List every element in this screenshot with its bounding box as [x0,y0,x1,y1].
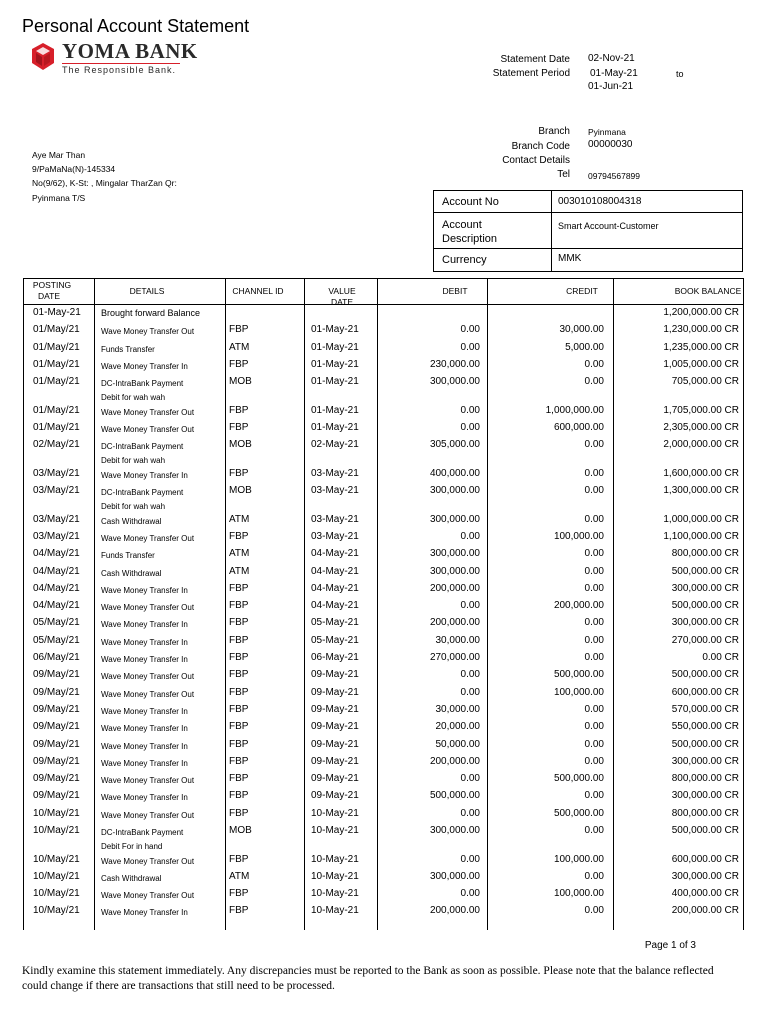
credit-amount: 0.00 [584,721,604,733]
account-no-label: Account No [442,196,499,208]
posting-date: 02/May/21 [33,439,80,451]
credit-amount: 100,000.00 [553,853,604,865]
credit-amount: 500,000.00 [553,807,604,819]
book-balance: 500,000.00 CR [671,565,739,577]
branch-code-label: Branch Code [511,141,570,152]
value-date: 10-May-21 [311,825,359,836]
column-divider [94,279,95,930]
page-number: Page 1 of 3 [644,940,696,951]
channel-id: FBP [229,669,249,681]
posting-date: 09/May/21 [33,721,80,733]
transaction-details: Wave Money Transfer Out [101,856,195,866]
value-date: 10-May-21 [311,888,359,900]
book-balance: 550,000.00 CR [671,721,739,733]
value-date: 03-May-21 [311,513,359,525]
value-date: 10-May-21 [311,870,359,882]
value-date: 01-May-21 [311,422,359,433]
header-credit: CREDIT [566,286,598,296]
value-date: 04-May-21 [311,582,359,594]
account-info-box [433,190,743,272]
header-debit: DEBIT [442,286,468,296]
transaction-details: DC-IntraBank Payment [101,442,184,452]
value-date: 09-May-21 [311,669,359,681]
debit-amount: 270,000.00 [429,652,480,663]
value-date: 05-May-21 [311,634,359,646]
posting-date: 06/May/21 [33,652,80,663]
transaction-details: DC-IntraBank Payment [101,379,184,389]
posting-date: 01/May/21 [33,376,80,388]
channel-id: FBP [229,721,249,733]
credit-amount: 0.00 [584,905,604,917]
value-date: 03-May-21 [311,530,359,542]
debit-amount: 200,000.00 [429,617,480,629]
book-balance: 800,000.00 CR [671,773,739,785]
channel-id: FBP [229,467,249,479]
posting-date: 10/May/21 [33,905,80,917]
book-balance: 570,000.00 CR [671,703,739,715]
credit-amount: 30,000.00 [559,324,604,336]
channel-id: FBP [229,790,249,802]
debit-amount: 0.00 [460,853,480,865]
tel-label: Tel [557,169,570,180]
credit-amount: 0.00 [584,825,604,836]
book-balance: 300,000.00 CR [671,617,739,629]
debit-amount: 30,000.00 [435,634,480,646]
book-balance: 200,000.00 CR [671,905,739,917]
debit-amount: 0.00 [460,404,480,416]
channel-id: FBP [229,773,249,785]
posting-date: 01/May/21 [33,324,80,336]
transaction-details: Wave Money Transfer In [101,908,188,918]
channel-id: FBP [229,905,249,917]
header-details: DETAILS [129,286,165,296]
debit-amount: 0.00 [460,341,480,353]
value-date: 01-May-21 [311,341,359,353]
debit-amount: 300,000.00 [429,565,480,577]
value-date: 09-May-21 [311,773,359,785]
value-date: 05-May-21 [311,617,359,629]
posting-date: 10/May/21 [33,888,80,900]
transaction-details: Wave Money Transfer In [101,793,188,803]
bank-name: YOMA BANK [62,39,198,63]
debit-amount: 305,000.00 [429,439,480,451]
contact-details-label: Contact Details [502,155,570,166]
header-value: VALUE [328,286,356,296]
posting-date: 01/May/21 [33,404,80,416]
book-balance: 705,000.00 CR [671,376,739,388]
debit-amount: 400,000.00 [429,467,480,479]
customer-name: Aye Mar Than [32,150,86,160]
account-desc-label-1: Account [442,219,482,231]
value-date: 10-May-21 [311,905,359,917]
channel-id: ATM [229,870,250,882]
transaction-details: Funds Transfer [101,551,155,561]
book-balance: 1,230,000.00 CR [663,324,739,336]
channel-id: ATM [229,548,250,560]
logo-underline [62,63,180,64]
book-balance: 1,200,000.00 CR [663,307,739,318]
transaction-details: Brought forward Balance [101,308,201,318]
credit-amount: 200,000.00 [553,600,604,612]
account-no: 003010108004318 [558,196,642,207]
posting-date: 05/May/21 [33,634,80,646]
debit-amount: 300,000.00 [429,485,480,497]
table-header-divider [24,304,743,305]
book-balance: 500,000.00 CR [671,738,739,750]
debit-amount: 300,000.00 [429,548,480,560]
currency-row [434,249,742,272]
credit-amount: 0.00 [584,548,604,560]
debit-amount: 200,000.00 [429,905,480,917]
posting-date: 03/May/21 [33,513,80,525]
transaction-details: Cash Withdrawal [101,516,162,526]
column-divider [377,279,378,930]
book-balance: 400,000.00 CR [671,888,739,900]
period-end: 01-Jun-21 [588,81,634,92]
value-date: 01-May-21 [311,376,359,388]
posting-date: 04/May/21 [33,600,80,612]
statement-date: 02-Nov-21 [588,53,635,64]
posting-date: 03/May/21 [33,530,80,542]
book-balance: 300,000.00 CR [671,790,739,802]
posting-date: 04/May/21 [33,565,80,577]
book-balance: 300,000.00 CR [671,755,739,767]
bank-logo-icon [28,42,58,72]
account-desc-label-2: Description [442,233,498,245]
book-balance: 1,005,000.00 CR [663,358,739,370]
header-posting: POSTING [32,280,72,290]
posting-date: 10/May/21 [33,825,80,836]
credit-amount: 0.00 [584,634,604,646]
credit-amount: 1,000,000.00 [545,404,604,416]
debit-amount: 0.00 [460,422,480,433]
debit-amount: 200,000.00 [429,582,480,594]
transaction-details: Wave Money Transfer Out [101,689,195,699]
value-date: 09-May-21 [311,790,359,802]
value-date: 04-May-21 [311,548,359,560]
transaction-details: Wave Money Transfer Out [101,327,195,337]
channel-id: FBP [229,600,249,612]
customer-address-line2: Pyinmana T/S [32,193,86,203]
credit-amount: 0.00 [584,376,604,388]
posting-date: 01-May-21 [33,307,81,318]
credit-amount: 0.00 [584,358,604,370]
channel-id: MOB [229,825,252,836]
book-balance: 2,305,000.00 CR [663,422,739,433]
debit-amount: 200,000.00 [429,755,480,767]
credit-amount: 0.00 [584,485,604,497]
posting-date: 09/May/21 [33,703,80,715]
transaction-details-line2: Debit for wah wah [101,502,166,512]
transaction-details: DC-IntraBank Payment [101,488,184,498]
channel-id: FBP [229,755,249,767]
transaction-details: Wave Money Transfer Out [101,672,195,682]
value-date: 01-May-21 [311,324,359,336]
channel-id: FBP [229,686,249,698]
value-date: 02-May-21 [311,439,359,451]
posting-date: 09/May/21 [33,738,80,750]
header-posting-date: DATE [37,291,61,301]
debit-amount: 0.00 [460,807,480,819]
channel-id: FBP [229,738,249,750]
header-value-date: DATE [330,297,354,304]
value-date: 09-May-21 [311,721,359,733]
period-to: to [676,69,684,79]
value-date: 03-May-21 [311,467,359,479]
account-desc-row [434,213,742,249]
header-book-balance: BOOK BALANCE [674,286,742,296]
posting-date: 01/May/21 [33,422,80,433]
transaction-details: Wave Money Transfer In [101,758,188,768]
channel-id: FBP [229,582,249,594]
value-date: 06-May-21 [311,652,359,663]
credit-amount: 100,000.00 [553,686,604,698]
transaction-details: Wave Money Transfer Out [101,776,195,786]
channel-id: FBP [229,634,249,646]
credit-amount: 100,000.00 [553,530,604,542]
channel-id: MOB [229,485,252,497]
book-balance: 600,000.00 CR [671,686,739,698]
posting-date: 09/May/21 [33,755,80,767]
posting-date: 09/May/21 [33,773,80,785]
posting-date: 10/May/21 [33,870,80,882]
currency-label: Currency [442,254,487,266]
credit-amount: 0.00 [584,703,604,715]
debit-amount: 30,000.00 [435,703,480,715]
transaction-details: Wave Money Transfer In [101,470,188,480]
book-balance: 1,600,000.00 CR [663,467,739,479]
book-balance: 500,000.00 CR [671,825,739,836]
value-date: 10-May-21 [311,853,359,865]
posting-date: 09/May/21 [33,790,80,802]
credit-amount: 5,000.00 [565,341,604,353]
debit-amount: 0.00 [460,669,480,681]
posting-date: 03/May/21 [33,467,80,479]
channel-id: FBP [229,617,249,629]
transaction-details: DC-IntraBank Payment [101,828,184,837]
branch-name: Pyinmana [588,127,626,137]
debit-amount: 20,000.00 [435,721,480,733]
column-divider [304,279,305,930]
debit-amount: 300,000.00 [429,376,480,388]
posting-date: 10/May/21 [33,807,80,819]
value-date: 09-May-21 [311,755,359,767]
posting-date: 01/May/21 [33,358,80,370]
credit-amount: 0.00 [584,513,604,525]
value-date: 01-May-21 [311,358,359,370]
header-channel: CHANNEL ID [232,286,284,296]
book-balance: 0.00 CR [702,652,739,663]
transaction-details: Wave Money Transfer Out [101,891,195,901]
credit-amount: 0.00 [584,467,604,479]
posting-date: 05/May/21 [33,617,80,629]
value-date: 04-May-21 [311,600,359,612]
column-divider [613,279,614,930]
transaction-details: Wave Money Transfer In [101,724,188,734]
channel-id: MOB [229,376,252,388]
tel-number: 09794567899 [588,171,641,181]
book-balance: 1,300,000.00 CR [663,485,739,497]
transaction-details: Wave Money Transfer In [101,585,188,595]
book-balance: 1,100,000.00 CR [663,530,739,542]
channel-id: FBP [229,888,249,900]
channel-id: MOB [229,439,252,451]
credit-amount: 100,000.00 [553,888,604,900]
channel-id: FBP [229,358,249,370]
book-balance: 500,000.00 CR [671,669,739,681]
book-balance: 800,000.00 CR [671,807,739,819]
credit-amount: 0.00 [584,870,604,882]
debit-amount: 300,000.00 [429,513,480,525]
channel-id: FBP [229,853,249,865]
posting-date: 09/May/21 [33,686,80,698]
debit-amount: 500,000.00 [429,790,480,802]
column-divider [225,279,226,930]
channel-id: ATM [229,565,250,577]
footer-note: Kindly examine this statement immediately. Any discrepancies must be reported to the Bank as soon as possible. Please note that the balance reflected could change if there are transactions that still need to be processed. [22,965,714,992]
book-balance: 1,705,000.00 CR [663,404,739,416]
debit-amount: 300,000.00 [429,870,480,882]
credit-amount: 600,000.00 [553,422,604,433]
channel-id: FBP [229,404,249,416]
document-title: Personal Account Statement [22,16,250,36]
book-balance: 300,000.00 CR [671,582,739,594]
transaction-details: Wave Money Transfer In [101,620,188,630]
debit-amount: 300,000.00 [429,825,480,836]
posting-date: 04/May/21 [33,582,80,594]
transactions-table [23,278,744,930]
credit-amount: 0.00 [584,617,604,629]
transaction-details: Funds Transfer [101,344,155,354]
book-balance: 300,000.00 CR [671,870,739,882]
debit-amount: 0.00 [460,686,480,698]
transaction-details: Wave Money Transfer In [101,361,188,371]
credit-amount: 0.00 [584,439,604,451]
book-balance: 800,000.00 CR [671,548,739,560]
posting-date: 10/May/21 [33,853,80,865]
posting-date: 04/May/21 [33,548,80,560]
debit-amount: 0.00 [460,600,480,612]
transaction-details: Wave Money Transfer In [101,741,188,751]
credit-amount: 0.00 [584,652,604,663]
credit-amount: 500,000.00 [553,773,604,785]
currency: MMK [558,253,582,264]
debit-amount: 50,000.00 [435,738,480,750]
book-balance: 1,000,000.00 CR [663,513,739,525]
channel-id: FBP [229,422,249,433]
debit-amount: 0.00 [460,888,480,900]
channel-id: FBP [229,652,249,663]
branch-code: 00000030 [588,139,633,150]
account-no-row [434,191,742,213]
bank-tagline: The Responsible Bank. [62,65,177,75]
transaction-details: Cash Withdrawal [101,873,162,883]
channel-id: ATM [229,513,250,525]
transaction-details: Wave Money Transfer Out [101,603,195,613]
value-date: 09-May-21 [311,738,359,750]
transaction-details-line2: Debit for wah wah [101,456,166,466]
column-divider [487,279,488,930]
debit-amount: 0.00 [460,773,480,785]
credit-amount: 0.00 [584,738,604,750]
transaction-details-line2: Debit for wah wah [101,393,166,403]
value-date: 04-May-21 [311,565,359,577]
branch-label: Branch [538,126,570,137]
transaction-details: Wave Money Transfer Out [101,425,195,434]
book-balance: 270,000.00 CR [671,634,739,646]
period-start: 01-May-21 [590,68,638,79]
channel-id: FBP [229,703,249,715]
channel-id: FBP [229,324,249,336]
statement-period-label: Statement Period [492,68,570,79]
credit-amount: 0.00 [584,582,604,594]
channel-id: FBP [229,530,249,542]
transaction-details: Wave Money Transfer Out [101,407,195,417]
credit-amount: 0.00 [584,790,604,802]
value-date: 10-May-21 [311,807,359,819]
book-balance: 500,000.00 CR [671,600,739,612]
debit-amount: 0.00 [460,324,480,336]
channel-id: FBP [229,807,249,819]
value-date: 01-May-21 [311,404,359,416]
value-date: 03-May-21 [311,485,359,497]
value-date: 09-May-21 [311,703,359,715]
transaction-details: Wave Money Transfer Out [101,533,195,543]
value-date: 09-May-21 [311,686,359,698]
transaction-details: Wave Money Transfer In [101,655,188,664]
transaction-details: Wave Money Transfer In [101,706,188,716]
statement-date-label: Statement Date [500,54,570,65]
posting-date: 01/May/21 [33,341,80,353]
account-description: Smart Account-Customer [558,221,659,231]
transaction-details: Cash Withdrawal [101,568,162,578]
debit-amount: 0.00 [460,530,480,542]
posting-date: 03/May/21 [33,485,80,497]
book-balance: 1,235,000.00 CR [663,341,739,353]
book-balance: 2,000,000.00 CR [663,439,739,451]
channel-id: ATM [229,341,250,353]
credit-amount: 0.00 [584,565,604,577]
book-balance: 600,000.00 CR [671,853,739,865]
debit-amount: 230,000.00 [429,358,480,370]
credit-amount: 500,000.00 [553,669,604,681]
transaction-details-line2: Debit For in hand [101,842,163,851]
transaction-details: Wave Money Transfer In [101,637,188,647]
posting-date: 09/May/21 [33,669,80,681]
transaction-details: Wave Money Transfer Out [101,810,195,820]
customer-address-line1: No(9/62), K-St: , Mingalar TharZan Qr: [32,178,177,188]
customer-nrc: 9/PaMaNa(N)-145334 [32,164,116,174]
credit-amount: 0.00 [584,755,604,767]
